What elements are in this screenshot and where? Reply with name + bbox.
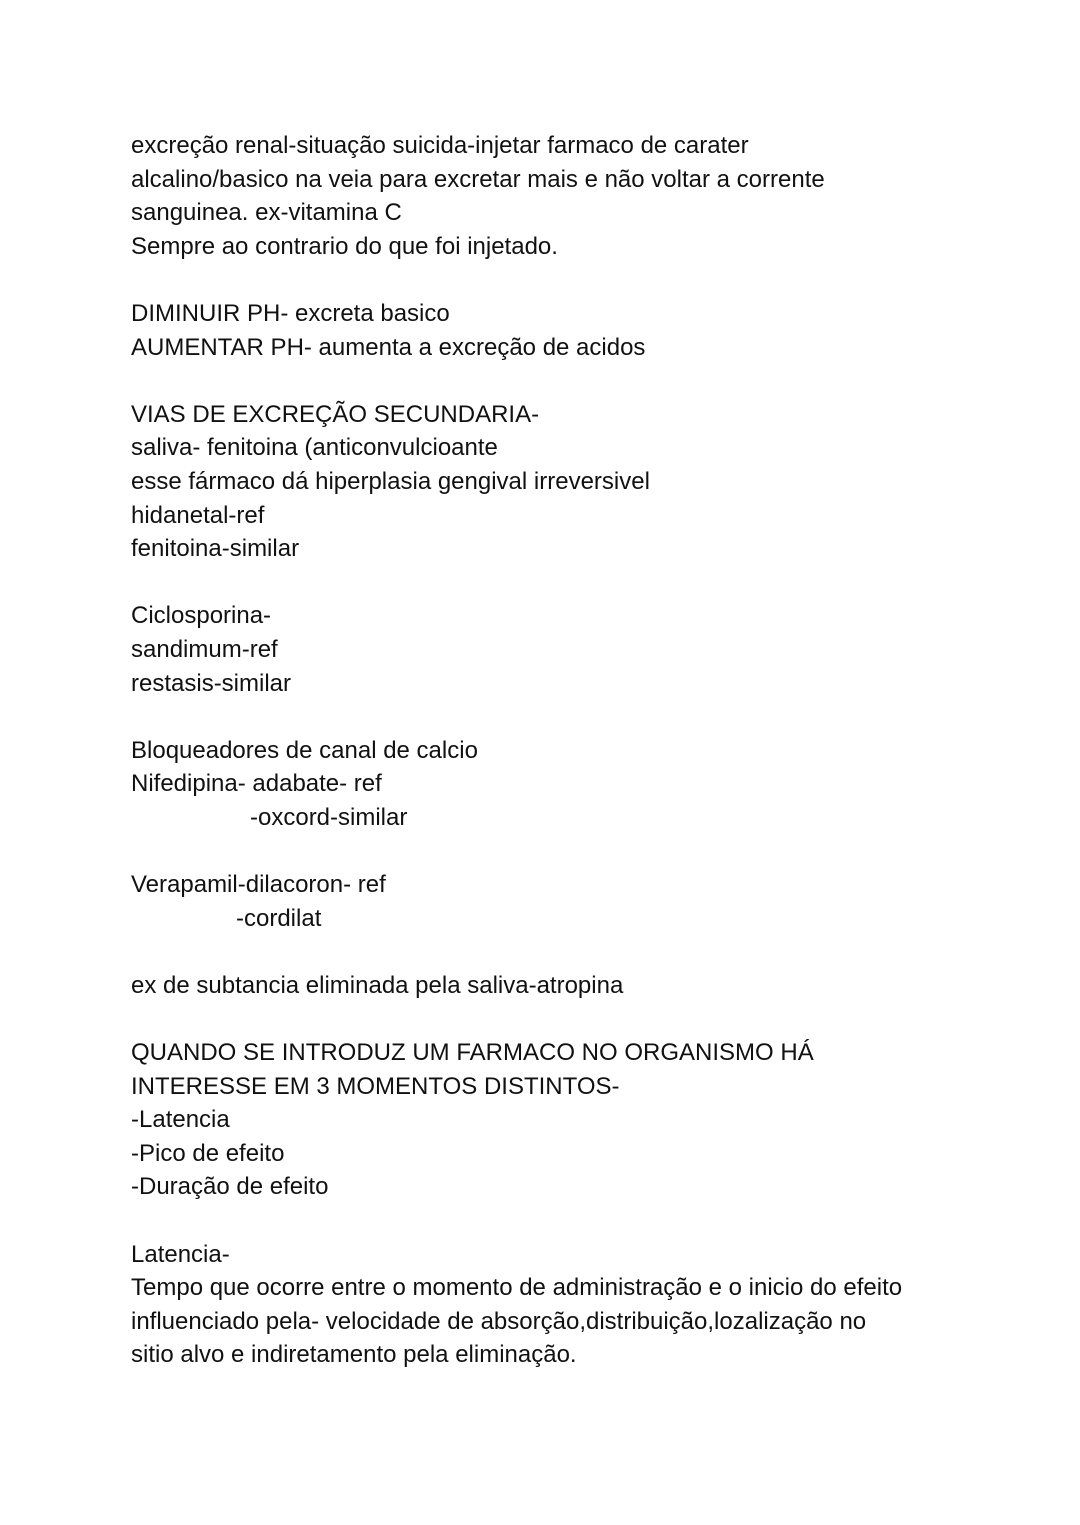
blank-line (131, 364, 991, 398)
text-line: alcalino/basico na veia para excretar mais e não voltar a corrente (131, 165, 825, 193)
text-line: excreção renal-situação suicida-injetar farmaco de carater (131, 132, 749, 159)
section-heading: Latencia- (131, 1240, 230, 1268)
paragraph-saliva-example (131, 969, 991, 1003)
text-line: Verapamil-dilacoron- ref (131, 871, 386, 899)
paragraph-ciclosporina (131, 599, 991, 700)
indented-text-line: -oxcord-similar (250, 803, 408, 831)
text-line: saliva- fenitoina (anticonvulcioante (131, 434, 498, 462)
text-line: DIMINUIR PH- excreta basico (131, 299, 450, 327)
blank-line (131, 700, 991, 734)
paragraph-verapamil (131, 868, 991, 935)
paragraph-ph-rules (131, 297, 991, 364)
blank-line (131, 935, 991, 969)
paragraph-renal-excretion (131, 129, 991, 263)
text-line: esse fármaco dá hiperplasia gengival irreversivel (131, 467, 650, 495)
section-heading: QUANDO SE INTRODUZ UM FARMACO NO ORGANISMO HÁ (131, 1039, 814, 1067)
text-line: influenciado pela- velocidade de absorção,distribuição,lozalização no (131, 1307, 867, 1335)
paragraph-calcium-channel-blockers (131, 734, 991, 835)
paragraph-three-moments (131, 1036, 991, 1204)
paragraph-secondary-excretion (131, 398, 991, 566)
text-line: hidanetal-ref (131, 501, 265, 529)
text-line: Nifedipina- adabate- ref (131, 770, 382, 798)
list-item: -Pico de efeito (131, 1139, 285, 1167)
text-line: Sempre ao contrario do que foi injetado. (131, 232, 558, 260)
section-heading: VIAS DE EXCREÇÃO SECUNDARIA- (131, 400, 540, 428)
text-line: AUMENTAR PH- aumenta a excreção de acidos (131, 333, 646, 361)
indented-text-line: -cordilat (236, 904, 322, 932)
text-line: sanguinea. ex-vitamina C (131, 199, 402, 227)
blank-line (131, 834, 991, 868)
text-line: fenitoina-similar (131, 535, 300, 563)
text-line: Tempo que ocorre entre o momento de administração e o inicio do efeito (131, 1274, 903, 1302)
text-line: restasis-similar (131, 669, 292, 697)
text-line: Ciclosporina- (131, 602, 272, 630)
paragraph-latency-definition (131, 1238, 991, 1372)
list-item: -Latencia (131, 1106, 230, 1134)
blank-line (131, 263, 991, 297)
section-heading: INTERESSE EM 3 MOMENTOS DISTINTOS- (131, 1072, 620, 1100)
list-item: -Duração de efeito (131, 1173, 329, 1201)
blank-line (131, 1002, 991, 1036)
blank-line (131, 1204, 991, 1238)
text-line: Bloqueadores de canal de calcio (131, 736, 478, 764)
blank-line (131, 566, 991, 600)
document-page (131, 129, 991, 1372)
text-line: sandimum-ref (131, 635, 278, 663)
text-line: ex de subtancia eliminada pela saliva-atropina (131, 971, 624, 999)
text-line: sitio alvo e indiretamento pela eliminação. (131, 1341, 577, 1369)
